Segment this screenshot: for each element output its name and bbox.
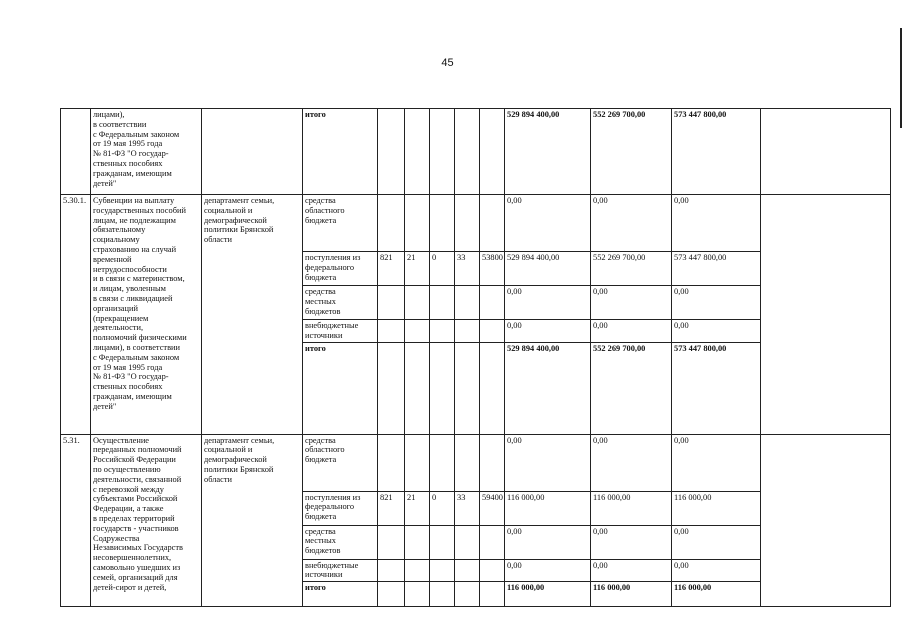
code-cell [378,559,405,582]
year3-value-cell: 116 000,00 [672,491,761,525]
year2-value-cell: 0,00 [591,195,672,252]
source-cell: средства местных бюджетов [303,525,378,559]
code-cell [430,320,455,343]
code-cell: 53800 [480,252,505,286]
year1-value-cell: 0,00 [505,525,591,559]
source-cell: средства местных бюджетов [303,286,378,320]
year2-value-cell: 0,00 [591,286,672,320]
table-row [61,109,891,195]
code-cell: 21 [405,252,430,286]
code-cell [378,286,405,320]
year2-value-cell: 0,00 [591,559,672,582]
executor-cell: департамент семьи, социальной и демографической политики Брянской области [202,434,303,607]
source-cell: внебюджетные источники [303,559,378,582]
code-cell [480,559,505,582]
code-cell [405,434,430,491]
year3-value-cell: 0,00 [672,434,761,491]
year1-value-cell: 529 894 400,00 [505,109,591,195]
year2-value-cell: 552 269 700,00 [591,109,672,195]
code-cell [405,286,430,320]
code-cell [480,195,505,252]
code-cell [378,342,405,434]
scan-edge-line [900,28,902,128]
year1-value-cell: 0,00 [505,559,591,582]
code-cell [455,320,480,343]
code-cell [455,582,480,607]
year1-value-cell: 0,00 [505,320,591,343]
code-cell [455,342,480,434]
year2-value-cell: 116 000,00 [591,582,672,607]
item-name-cell: Осуществление переданных полномочий Российской Федерации по осуществлению деятельности, связанной с перевозкой между субъектами Российской Федерации, а также в пределах территорий государств - участников Содружества Независимых Государств несовершеннолетних, самовольно ушедших из семей, организаций для детей-сирот и детей, [91,434,202,607]
year3-value-cell: 0,00 [672,286,761,320]
year2-value-cell: 116 000,00 [591,491,672,525]
year3-value-cell: 116 000,00 [672,582,761,607]
year2-value-cell: 0,00 [591,434,672,491]
code-cell: 821 [378,252,405,286]
note-cell [761,109,891,195]
year3-value-cell: 0,00 [672,559,761,582]
code-cell [455,434,480,491]
budget-table [60,108,891,607]
year1-value-cell: 0,00 [505,195,591,252]
source-cell: внебюджетные источники [303,320,378,343]
source-cell: итого [303,342,378,434]
item-name-cell: Субвенции на выплату государственных пособий лицам, не подлежащим обязательному социальному страхованию на случай временной нетрудоспособности и в связи с материнством, и лицам, уволенным в связи с ликвидацией организаций (прекращением деятельности, полномочий физическими лицами), в соответствии с Федеральным законом от 19 мая 1995 года № 81-ФЗ "О государ- ственных пособиях гражданам, имеющим детей" [91,195,202,435]
year2-value-cell: 0,00 [591,320,672,343]
code-cell [480,286,505,320]
source-cell: поступления из федерального бюджета [303,491,378,525]
source-cell: средства областного бюджета [303,195,378,252]
year3-value-cell: 0,00 [672,195,761,252]
code-cell [378,320,405,343]
code-cell [378,109,405,195]
year2-value-cell: 0,00 [591,525,672,559]
year2-value-cell: 552 269 700,00 [591,342,672,434]
item-number-cell: 5.31. [61,434,91,607]
code-cell [480,434,505,491]
code-cell [455,525,480,559]
code-cell [405,342,430,434]
code-cell [430,559,455,582]
code-cell [378,195,405,252]
year3-value-cell: 573 447 800,00 [672,252,761,286]
code-cell [405,195,430,252]
note-cell [761,434,891,607]
code-cell [378,434,405,491]
page-number: 45 [441,57,454,69]
year1-value-cell: 0,00 [505,286,591,320]
code-cell [405,109,430,195]
code-cell [455,286,480,320]
code-cell [430,195,455,252]
code-cell [378,582,405,607]
year2-value-cell: 552 269 700,00 [591,252,672,286]
code-cell [405,320,430,343]
code-cell [455,109,480,195]
item-name-cell: лицами), в соответствии с Федеральным законом от 19 мая 1995 года № 81-ФЗ "О государ- ственных пособиях гражданам, имеющим детей" [91,109,202,195]
code-cell: 33 [455,491,480,525]
note-cell [761,195,891,435]
year3-value-cell: 573 447 800,00 [672,342,761,434]
code-cell: 0 [430,491,455,525]
code-cell [480,525,505,559]
code-cell [430,342,455,434]
code-cell [405,582,430,607]
year3-value-cell: 0,00 [672,320,761,343]
table-row [61,434,891,491]
code-cell [430,582,455,607]
table-row [61,195,891,252]
code-cell: 0 [430,252,455,286]
year1-value-cell: 529 894 400,00 [505,342,591,434]
code-cell [455,559,480,582]
source-cell: итого [303,582,378,607]
executor-cell [202,109,303,195]
code-cell: 33 [455,252,480,286]
source-cell: средства областного бюджета [303,434,378,491]
year1-value-cell: 529 894 400,00 [505,252,591,286]
code-cell [405,525,430,559]
year1-value-cell: 116 000,00 [505,491,591,525]
year1-value-cell: 0,00 [505,434,591,491]
code-cell: 59400 [480,491,505,525]
code-cell [480,342,505,434]
source-cell: итого [303,109,378,195]
code-cell [378,525,405,559]
code-cell: 21 [405,491,430,525]
code-cell [480,109,505,195]
item-number-cell: 5.30.1. [61,195,91,435]
code-cell [480,582,505,607]
year3-value-cell: 573 447 800,00 [672,109,761,195]
year1-value-cell: 116 000,00 [505,582,591,607]
source-cell: поступления из федерального бюджета [303,252,378,286]
executor-cell: департамент семьи, социальной и демографической политики Брянской области [202,195,303,435]
item-number-cell [61,109,91,195]
code-cell [430,525,455,559]
code-cell [455,195,480,252]
code-cell [430,286,455,320]
code-cell [405,559,430,582]
code-cell [430,109,455,195]
code-cell [430,434,455,491]
year3-value-cell: 0,00 [672,525,761,559]
code-cell: 821 [378,491,405,525]
code-cell [480,320,505,343]
